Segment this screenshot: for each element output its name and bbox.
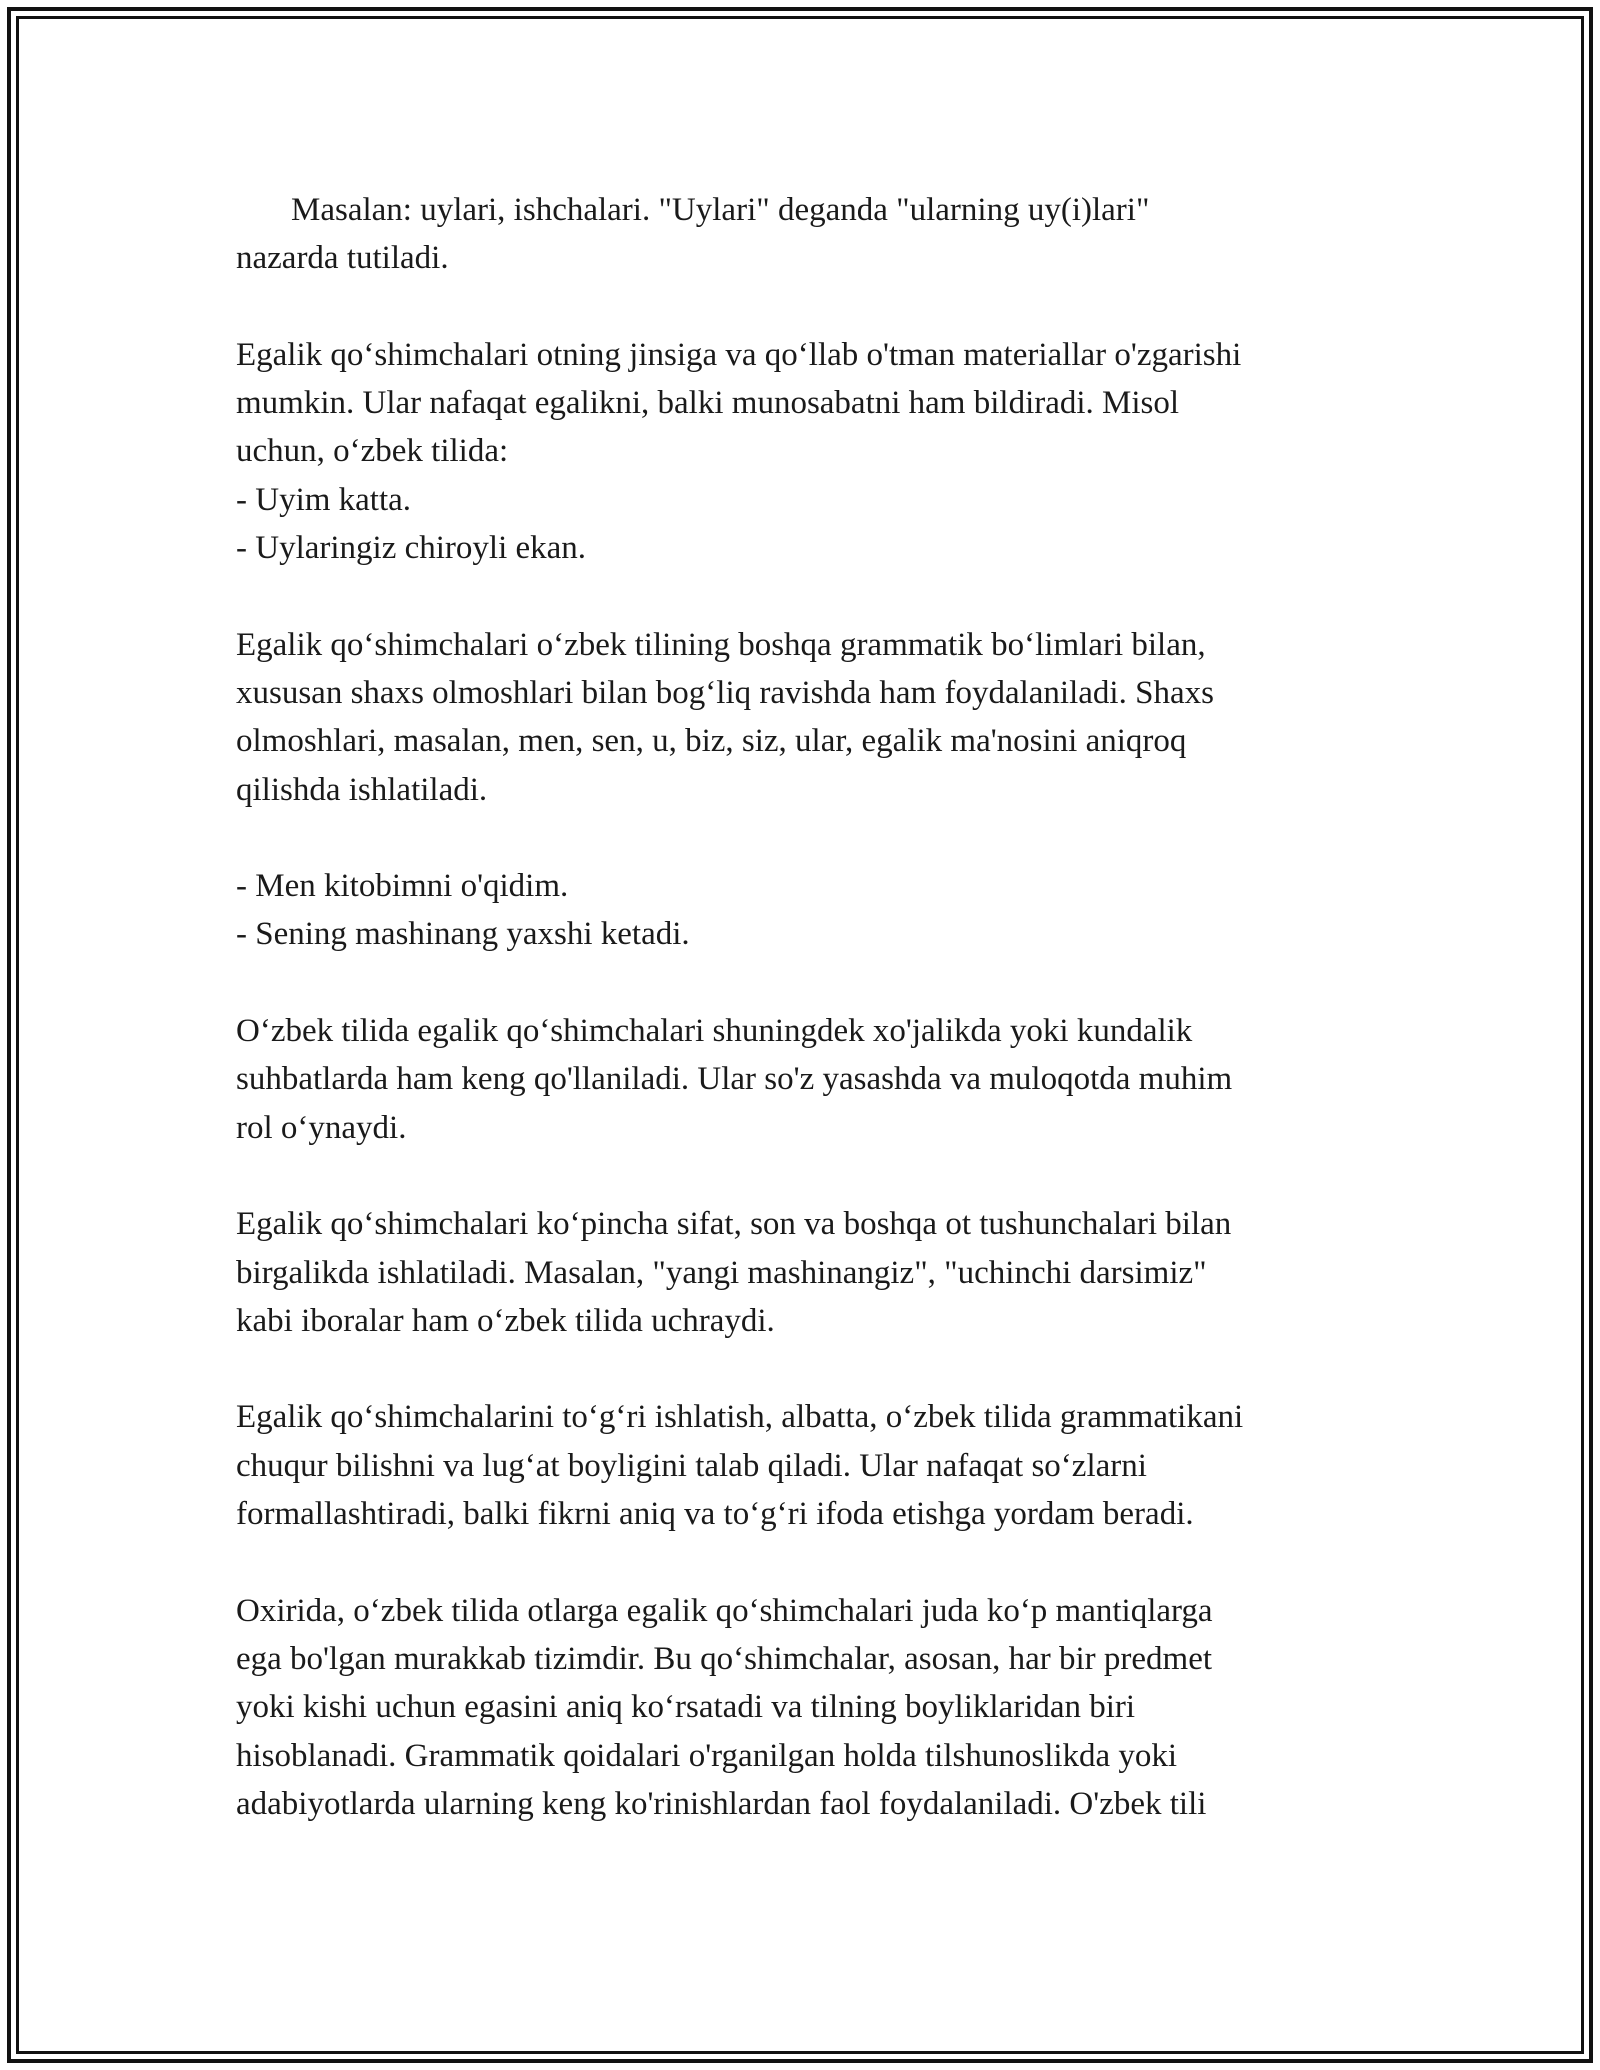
text-line: ega bo'lgan murakkab tizimdir. Bu qo‘shimchalar, asosan, har bir predmet (236, 1640, 1213, 1677)
list-item: - Men kitobimni o'qidim. (236, 868, 569, 905)
paragraph-egalik-jinsiga (236, 331, 1376, 572)
text-line: kabi iboralar ham o‘zbek tilida uchraydi. (236, 1302, 775, 1339)
text-line: nazarda tutiladi. (236, 240, 449, 277)
text-line: mumkin. Ular nafaqat egalikni, balki munosabatni ham bildiradi. Misol (236, 385, 1180, 422)
paragraph-examples-list (236, 862, 1376, 959)
text-line: Egalik qo‘shimchalari ko‘pincha sifat, son va boshqa ot tushunchalari bilan (236, 1206, 1232, 1243)
text-line: olmoshlari, masalan, men, sen, u, biz, siz, ular, egalik ma'nosini aniqroq (236, 723, 1187, 760)
document-body (236, 186, 1376, 1876)
text-line: hisoblanadi. Grammatik qoidalari o'rganilgan holda tilshunoslikda yoki (236, 1737, 1178, 1774)
text-line: Masalan: uylari, ishchalari. "Uylari" deganda "ularning uy(i)lari" (291, 192, 1150, 228)
text-line: O‘zbek tilida egalik qo‘shimchalari shuningdek xo'jalikda yoki kundalik (236, 1013, 1193, 1050)
text-line: formallashtiradi, balki fikrni aniq va to‘g‘ri ifoda etishga yordam beradi. (236, 1496, 1194, 1533)
list-item: - Uylaringiz chiroyli ekan. (236, 530, 587, 567)
paragraph-example-uylari (236, 186, 1376, 283)
text-line: adabiyotlarda ularning keng ko'rinishlardan faol foydalaniladi. O'zbek tili (236, 1785, 1207, 1822)
text-line: birgalikda ishlatiladi. Masalan, "yangi mashinangiz", "uchinchi darsimiz" (236, 1254, 1207, 1291)
text-line: yoki kishi uchun egasini aniq ko‘rsatadi va tilning boyliklaridan biri (236, 1689, 1136, 1726)
paragraph-shaxs-olmoshlari (236, 621, 1376, 814)
paragraph-kundalik-suhbat (236, 1007, 1376, 1152)
text-line: xususan shaxs olmoshlari bilan bog‘liq ravishda ham foydalaniladi. Shaxs (236, 674, 1214, 711)
paragraph-sifat-son (236, 1200, 1376, 1345)
text-line: uchun, o‘zbek tilida: (236, 433, 509, 470)
text-line: Egalik qo‘shimchalarini to‘g‘ri ishlatish, albatta, o‘zbek tilida grammatikani (236, 1399, 1244, 1436)
text-line: Oxirida, o‘zbek tilida otlarga egalik qo‘shimchalari juda ko‘p mantiqlarga (236, 1592, 1213, 1629)
text-line: Egalik qo‘shimchalari otning jinsiga va qo‘llab o'tman materiallar o'zgarishi (236, 336, 1242, 373)
text-line: Egalik qo‘shimchalari o‘zbek tilining boshqa grammatik bo‘limlari bilan, (236, 626, 1206, 663)
paragraph-oxirida (236, 1587, 1376, 1828)
paragraph-togri-ishlatish (236, 1393, 1376, 1538)
text-line: suhbatlarda ham keng qo'llaniladi. Ular so'z yasashda va muloqotda muhim (236, 1061, 1233, 1098)
list-item: - Sening mashinang yaxshi ketadi. (236, 916, 690, 953)
list-item: - Uyim katta. (236, 481, 412, 518)
text-line: qilishda ishlatiladi. (236, 771, 488, 808)
text-line: chuqur bilishni va lug‘at boyligini talab qiladi. Ular nafaqat so‘zlarni (236, 1447, 1147, 1484)
text-line: rol o‘ynaydi. (236, 1109, 407, 1146)
